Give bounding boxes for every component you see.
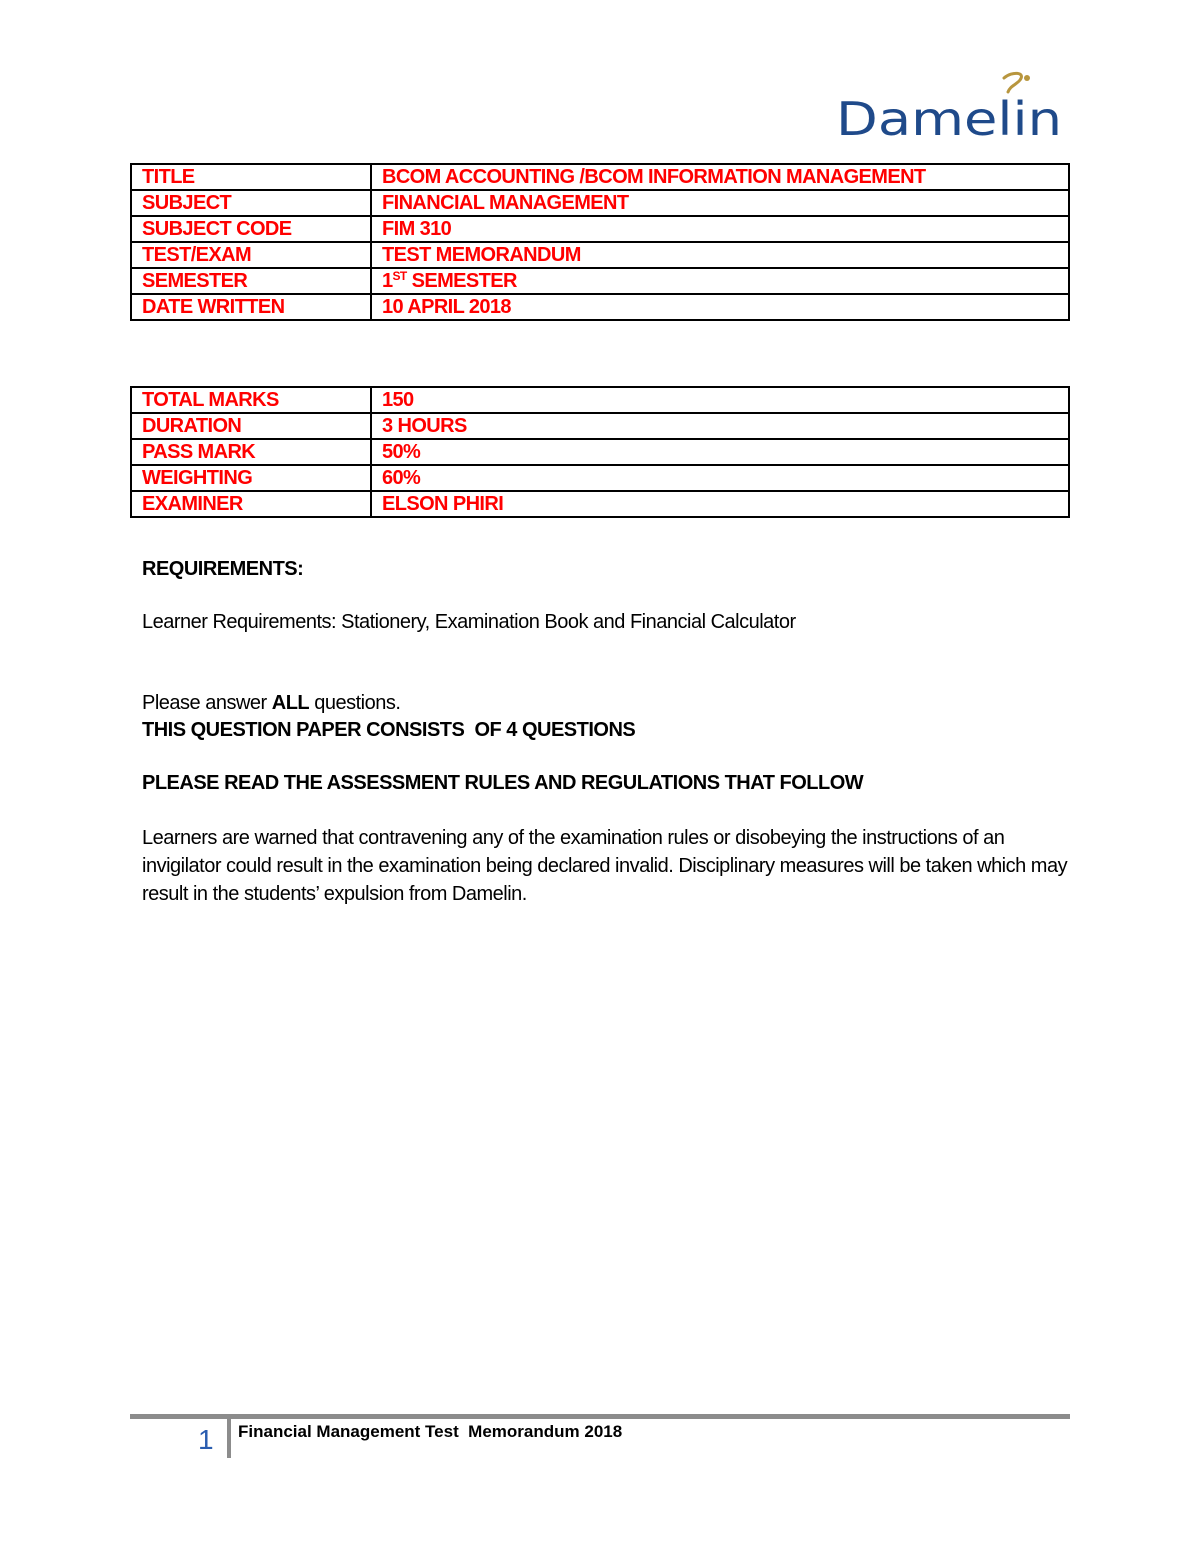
label-duration: DURATION xyxy=(131,413,371,439)
answer-prefix: Please answer xyxy=(142,692,272,714)
value-total-marks: 150 xyxy=(371,387,1069,413)
value-title: BCOM ACCOUNTING /BCOM INFORMATION MANAGEMENT xyxy=(371,164,1069,190)
value-weighting: 60% xyxy=(371,465,1069,491)
label-pass-mark: PASS MARK xyxy=(131,439,371,465)
logo-wordmark: Damelin xyxy=(836,92,1062,144)
label-examiner: EXAMINER xyxy=(131,491,371,517)
semester-number: 1 xyxy=(382,270,393,292)
value-pass-mark: 50% xyxy=(371,439,1069,465)
rules-notice: PLEASE READ THE ASSESSMENT RULES AND REGULATIONS THAT FOLLOW xyxy=(142,772,864,794)
answer-instruction xyxy=(142,692,400,715)
table-row xyxy=(131,465,1069,491)
logo-mark-dot xyxy=(1024,75,1030,81)
table-row xyxy=(131,491,1069,517)
table-row xyxy=(131,387,1069,413)
answer-suffix: questions. xyxy=(309,692,401,714)
label-subject: SUBJECT xyxy=(131,190,371,216)
value-subject-code: FIM 310 xyxy=(371,216,1069,242)
assessment-info-table xyxy=(130,386,1070,518)
table-row xyxy=(131,164,1069,190)
label-test-exam: TEST/EXAM xyxy=(131,242,371,268)
label-semester: SEMESTER xyxy=(131,268,371,294)
label-title: TITLE xyxy=(131,164,371,190)
label-weighting: WEIGHTING xyxy=(131,465,371,491)
value-semester xyxy=(371,268,1069,294)
answer-emphasis: ALL xyxy=(271,692,310,714)
table-row xyxy=(131,294,1069,320)
value-date-written: 10 APRIL 2018 xyxy=(371,294,1069,320)
learner-requirements: Learner Requirements: Stationery, Examination Book and Financial Calculator xyxy=(142,611,796,633)
table-row xyxy=(131,216,1069,242)
footer-divider xyxy=(227,1418,231,1458)
table-row xyxy=(131,413,1069,439)
table-row xyxy=(131,439,1069,465)
question-count-notice: THIS QUESTION PAPER CONSISTS OF 4 QUESTIONS xyxy=(142,719,636,741)
footer-title: Financial Management Test Memorandum 2018 xyxy=(238,1422,623,1441)
value-subject: FINANCIAL MANAGEMENT xyxy=(371,190,1069,216)
table-row xyxy=(131,190,1069,216)
course-info-table xyxy=(130,163,1070,321)
semester-ordinal: ST xyxy=(392,269,407,283)
logo-mark-swoosh xyxy=(1004,73,1021,92)
warning-paragraph: Learners are warned that contravening any of the examination rules or disobeying the instructions of an invigilator could result in the examination being declared invalid. Disciplinary measures will be taken which may result in the students’ expulsion from Damelin. xyxy=(142,827,1068,905)
label-date-written: DATE WRITTEN xyxy=(131,294,371,320)
requirements-heading: REQUIREMENTS: xyxy=(142,558,304,580)
damelin-logo xyxy=(836,68,1064,144)
footer-rule xyxy=(130,1414,1070,1419)
value-examiner: ELSON PHIRI xyxy=(371,491,1069,517)
label-total-marks: TOTAL MARKS xyxy=(131,387,371,413)
value-test-exam: TEST MEMORANDUM xyxy=(371,242,1069,268)
page-number: 1 xyxy=(198,1424,214,1455)
value-duration: 3 HOURS xyxy=(371,413,1069,439)
damelin-logo-graphic xyxy=(836,68,1064,144)
semester-word: SEMESTER xyxy=(406,270,517,292)
label-subject-code: SUBJECT CODE xyxy=(131,216,371,242)
table-row xyxy=(131,242,1069,268)
table-row xyxy=(131,268,1069,294)
